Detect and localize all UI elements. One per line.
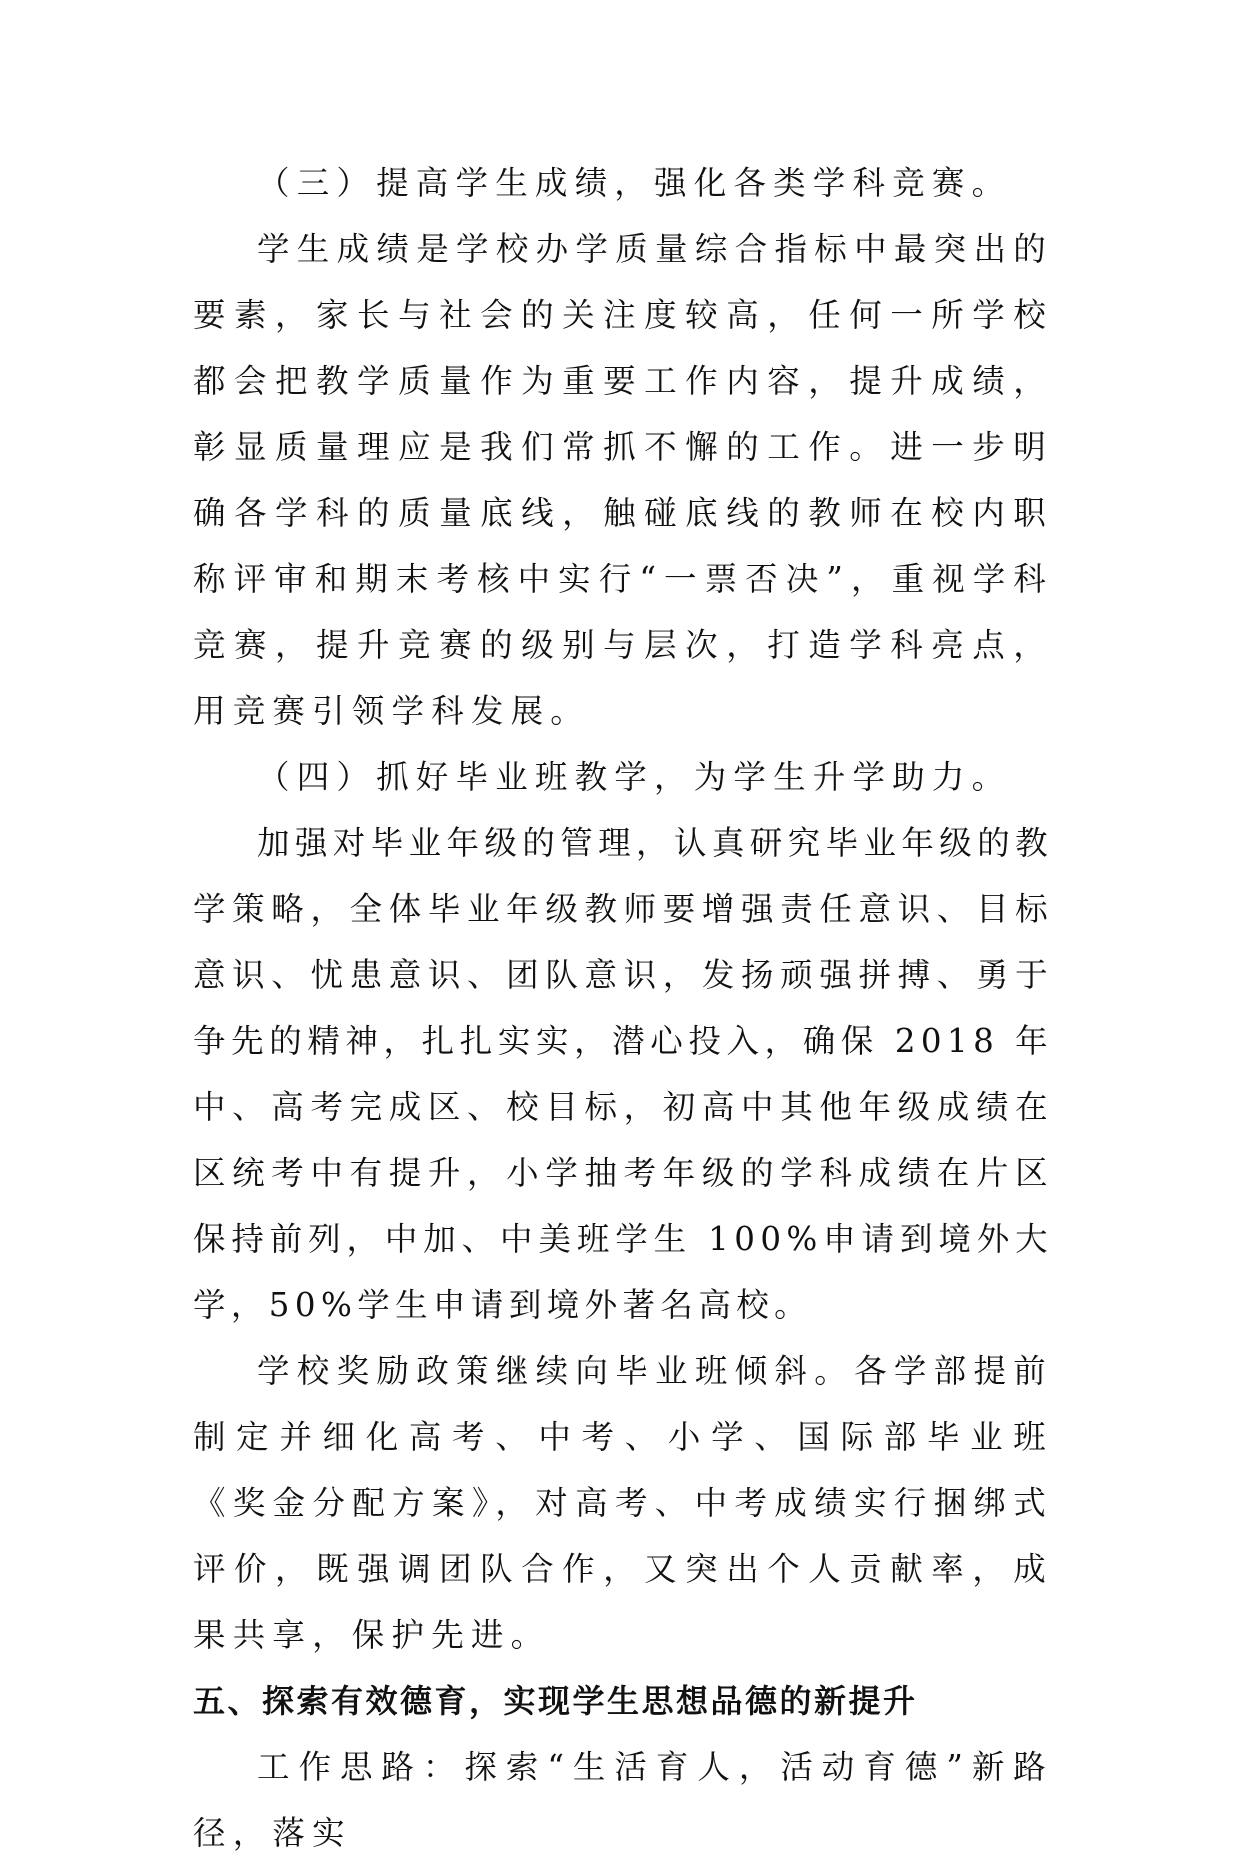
subheading-three: （三）提高学生成绩，强化各类学科竞赛。: [257, 164, 1012, 202]
subheading-four: （四）抓好毕业班教学，为学生升学助力。: [257, 758, 1012, 796]
document-body: [193, 150, 1053, 1866]
paragraph-student-scores: 学生成绩是学校办学质量综合指标中最突出的要素，家长与社会的关注度较高，任何一所学校都会把教学质量作为重要工作内容，提升成绩，彰显质量理应是我们常抓不懈的工作。进一步明确各学科的质量底线，触碰底线的教师在校内职称评审和期末考核中实行“一票否决”，重视学科竞赛，提升竞赛的级别与层次，打造学科亮点，用竞赛引领学科发展。: [193, 230, 1053, 730]
section-heading-five: 五、探索有效德育，实现学生思想品德的新提升: [193, 1682, 918, 1720]
paragraph-work-approach: 工作思路：探索“生活育人，活动育德”新路径，落实: [193, 1748, 1053, 1852]
paragraph-reward-policy: 学校奖励政策继续向毕业班倾斜。各学部提前制定并细化高考、中考、小学、国际部毕业班《奖金分配方案》，对高考、中考成绩实行捆绑式评价，既强调团队合作，又突出个人贡献率，成果共享，保护先进。: [193, 1352, 1053, 1654]
paragraph-graduating-classes: 加强对毕业年级的管理，认真研究毕业年级的教学策略，全体毕业年级教师要增强责任意识、目标意识、忧患意识、团队意识，发扬顽强拼搏、勇于争先的精神，扎扎实实，潜心投入，确保 2018 年中、高考完成区、校目标，初高中其他年级成绩在区统考中有提升，小学抽考年级的学科成绩在片区保持前列，中加、中美班学生 100%申请到境外大学，50%学生申请到境外著名高校。: [193, 824, 1053, 1324]
